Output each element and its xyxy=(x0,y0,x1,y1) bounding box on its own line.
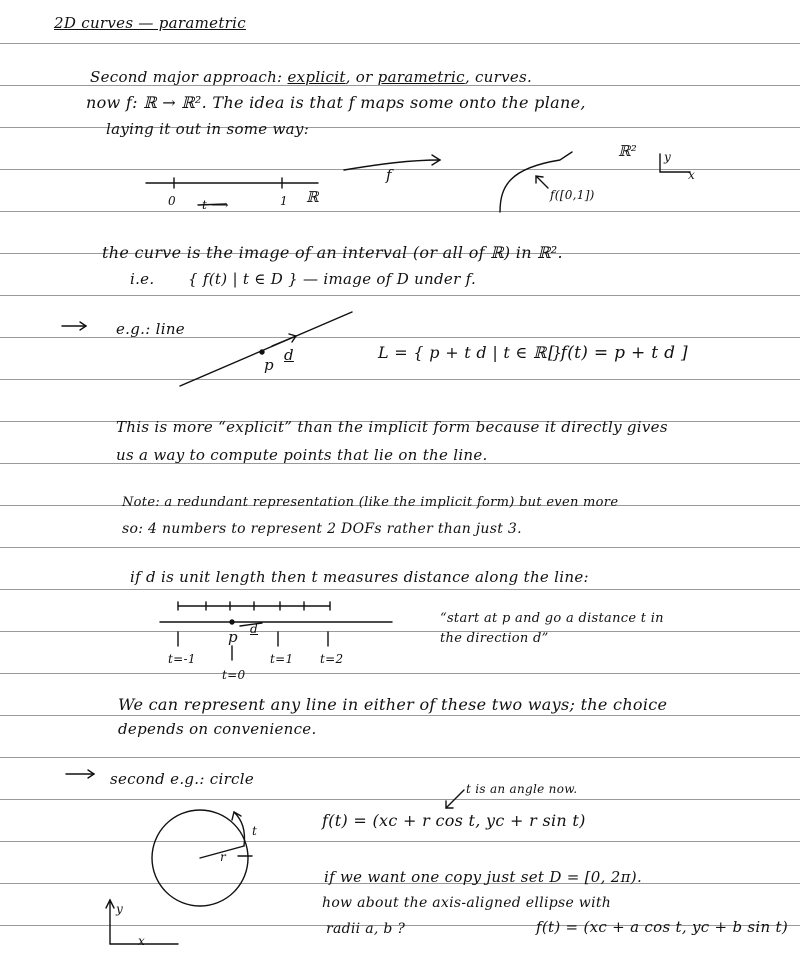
distance-p-label: p xyxy=(228,628,238,646)
angle-note-arrow xyxy=(446,790,464,808)
ellipse-line-2: radii a, b ? xyxy=(326,921,406,937)
circle-t-label: t xyxy=(252,824,258,838)
intro-line-2: now f: ℝ → ℝ². The idea is that f maps some onto the plane, xyxy=(86,93,586,112)
curve-def-line-1: the curve is the image of an interval (or all of ℝ) in ℝ². xyxy=(102,243,563,262)
ellipse-formula: f(t) = (xc + a cos t, yc + b sin t) xyxy=(536,918,789,936)
intro-or: , or xyxy=(345,68,378,86)
map-label: f xyxy=(386,166,392,184)
intro-line-3: laying it out in some way: xyxy=(106,120,310,138)
param-label: t ⟶ xyxy=(202,198,229,212)
parametric-term: parametric xyxy=(377,68,465,86)
either-note-line-1: We can represent any line in either of these two ways; the choice xyxy=(118,695,668,714)
ellipse-line-1: how about the axis-aligned ellipse with xyxy=(322,895,612,911)
angle-note: t is an angle now. xyxy=(466,782,578,796)
explicit-note-line-1: This is more “explicit” than the implicit form because it directly gives xyxy=(116,418,668,436)
circle-r-label: r xyxy=(220,850,227,864)
image-label: f([0,1]) xyxy=(550,188,595,202)
label-t-neg1: t=-1 xyxy=(168,652,196,666)
plane-label: ℝ² xyxy=(618,142,638,160)
line-example-label: e.g.: line xyxy=(116,320,185,338)
intro-prefix: Second major approach: xyxy=(90,68,288,86)
circle-formula: f(t) = (xc + r cos t, yc + r sin t) xyxy=(322,811,586,830)
curve-def-ie: i.e. xyxy=(130,270,155,288)
label-t1: t=1 xyxy=(270,652,294,666)
unit-note-line-1: if d is unit length then t measures distance along the line: xyxy=(130,568,589,586)
plane-x-label: x xyxy=(688,168,696,182)
label-t2: t=2 xyxy=(320,652,344,666)
either-note-line-2: depends on convenience. xyxy=(118,720,317,738)
explicit-note-line-2: us a way to compute points that lie on the line. xyxy=(116,446,488,464)
line-set-definition: L = { p + t d | t ∈ ℝ } xyxy=(378,343,563,362)
line-param-form: [ f(t) = p + t d ] xyxy=(548,343,688,363)
circle-y-label: y xyxy=(116,902,124,916)
tick-1-label: 1 xyxy=(280,194,288,208)
redundant-note-line-2: so: 4 numbers to represent 2 DOFs rather than just 3. xyxy=(122,521,522,537)
page-title: 2D curves — parametric xyxy=(54,14,246,32)
plane-y-label: y xyxy=(664,150,672,164)
angle-arc xyxy=(234,812,245,846)
line-d-label: d xyxy=(284,346,294,364)
label-t0: t=0 xyxy=(222,668,246,682)
circle-x-label: x xyxy=(138,934,146,948)
intro-suffix: , curves. xyxy=(464,68,533,86)
curve-def-set: { f(t) | t ∈ D } — image of D under f. xyxy=(188,270,477,288)
circle-example-label: second e.g.: circle xyxy=(110,770,255,788)
distance-d-label: d xyxy=(250,622,258,636)
tick-0-label: 0 xyxy=(168,194,176,208)
line-p-label: p xyxy=(264,356,274,374)
distance-quote-line-1: “start at p and go a distance t in xyxy=(440,611,664,626)
one-copy-note: if we want one copy just set D = [0, 2π). xyxy=(324,868,643,886)
redundant-note-line-1: Note: a redundant representation (like the implicit form) but even more xyxy=(122,495,619,510)
explicit-term: explicit xyxy=(287,68,346,86)
real-line-label: ℝ xyxy=(306,188,319,206)
distance-quote-line-2: the direction d” xyxy=(440,631,549,646)
